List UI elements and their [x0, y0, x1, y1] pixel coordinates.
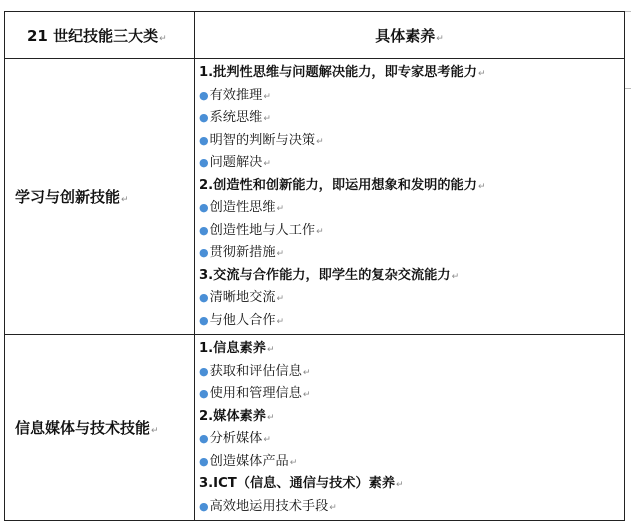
- item-text: 明智的判断与决策: [209, 132, 316, 148]
- competency-item: [199, 428, 624, 451]
- competency-item: [199, 107, 624, 130]
- competency-heading: [199, 175, 624, 198]
- paragraph-mark-icon: ↵: [159, 33, 167, 44]
- paragraph-mark-icon: ↵: [329, 502, 337, 513]
- category-cell: 学习与创新技能↵: [5, 59, 195, 335]
- bullet-icon: ●: [199, 313, 209, 327]
- bullet-icon: ●: [199, 223, 209, 237]
- bullet-icon: ●: [199, 291, 209, 304]
- competency-item: [199, 496, 624, 519]
- paragraph-mark-icon: ↵: [276, 249, 285, 259]
- item-text: 3.ICT（信息、通信与技术）素养: [199, 476, 396, 491]
- competency-item: [199, 130, 624, 153]
- competency-list: [195, 59, 625, 335]
- item-text: 获取和评估信息: [209, 363, 302, 379]
- competency-item: [199, 197, 624, 220]
- competency-item: [199, 85, 624, 108]
- bullet-icon: ●: [199, 201, 209, 214]
- competency-item: [199, 451, 624, 474]
- skills-table: [4, 11, 625, 521]
- bullet-icon: ●: [199, 387, 209, 400]
- table-row: [5, 335, 625, 521]
- item-text: 使用和管理信息: [209, 386, 302, 401]
- bullet-icon: ●: [199, 364, 209, 378]
- item-text: 有效推理: [209, 87, 263, 103]
- paragraph-mark-icon: ↵: [477, 69, 486, 79]
- paragraph-mark-icon: ↵: [266, 412, 275, 423]
- page-edge-mark: [625, 11, 631, 18]
- competency-heading: [199, 406, 624, 429]
- competency-heading: [199, 473, 624, 496]
- item-text: 问题解决: [209, 155, 263, 170]
- item-text: 系统思维: [209, 110, 263, 125]
- paragraph-mark-icon: ↵: [263, 114, 271, 124]
- page-edge-mark: [625, 88, 631, 95]
- item-text: 1.批判性思维与问题解决能力，即专家思考能力: [199, 65, 477, 80]
- competency-item: [199, 242, 624, 265]
- item-text: 2.媒体素养: [199, 408, 266, 424]
- competency-item: [199, 220, 624, 243]
- header-category: 21 世纪技能三大类↵: [5, 12, 195, 59]
- item-text: 与他人合作: [209, 312, 276, 328]
- item-text: 1.信息素养: [199, 341, 266, 356]
- item-text: 创造性思维: [209, 200, 276, 215]
- paragraph-mark-icon: ↵: [151, 426, 159, 436]
- competency-heading: [199, 265, 624, 288]
- competency-heading: [199, 338, 624, 361]
- item-text: 分析媒体: [209, 431, 263, 446]
- item-text: 创造媒体产品: [209, 453, 289, 469]
- bullet-icon: ●: [199, 111, 209, 124]
- paragraph-mark-icon: ↵: [302, 390, 311, 400]
- paragraph-mark-icon: ↵: [266, 345, 275, 355]
- table-header-row: [5, 12, 625, 59]
- paragraph-mark-icon: ↵: [316, 136, 324, 147]
- header-competencies: 具体素养↵: [195, 12, 625, 59]
- paragraph-mark-icon: ↵: [276, 294, 285, 304]
- paragraph-mark-icon: ↵: [477, 181, 486, 192]
- bullet-icon: ●: [199, 499, 209, 513]
- item-text: 清晰地交流: [209, 290, 276, 305]
- item-text: 贯彻新措施: [209, 245, 276, 260]
- bullet-icon: ●: [199, 432, 209, 445]
- item-text: 高效地运用技术手段: [209, 498, 329, 514]
- paragraph-mark-icon: ↵: [302, 367, 311, 378]
- competency-item: [199, 152, 624, 175]
- competency-item: [199, 287, 624, 310]
- item-text: 创造性地与人工作: [209, 222, 316, 238]
- bullet-icon: ●: [199, 133, 209, 147]
- table-row: [5, 59, 625, 335]
- competency-item: [199, 310, 624, 333]
- paragraph-mark-icon: ↵: [263, 159, 271, 169]
- competency-heading: [199, 62, 624, 85]
- bullet-icon: ●: [199, 156, 209, 169]
- bullet-icon: ●: [199, 454, 209, 468]
- paragraph-mark-icon: ↵: [276, 204, 285, 214]
- paragraph-mark-icon: ↵: [396, 480, 404, 490]
- category-cell: 信息媒体与技术技能↵: [5, 335, 195, 521]
- competency-list: [195, 335, 625, 521]
- bullet-icon: ●: [199, 246, 209, 259]
- paragraph-mark-icon: ↵: [451, 271, 460, 282]
- paragraph-mark-icon: ↵: [263, 435, 271, 445]
- paragraph-mark-icon: ↵: [289, 457, 298, 468]
- item-text: 3.交流与合作能力，即学生的复杂交流能力: [199, 267, 451, 283]
- paragraph-mark-icon: ↵: [436, 33, 444, 44]
- paragraph-mark-icon: ↵: [276, 316, 285, 327]
- bullet-icon: ●: [199, 88, 209, 102]
- paragraph-mark-icon: ↵: [316, 226, 324, 237]
- competency-item: [199, 361, 624, 384]
- paragraph-mark-icon: ↵: [121, 195, 129, 205]
- paragraph-mark-icon: ↵: [263, 91, 271, 102]
- item-text: 2.创造性和创新能力，即运用想象和发明的能力: [199, 177, 477, 193]
- competency-item: [199, 383, 624, 406]
